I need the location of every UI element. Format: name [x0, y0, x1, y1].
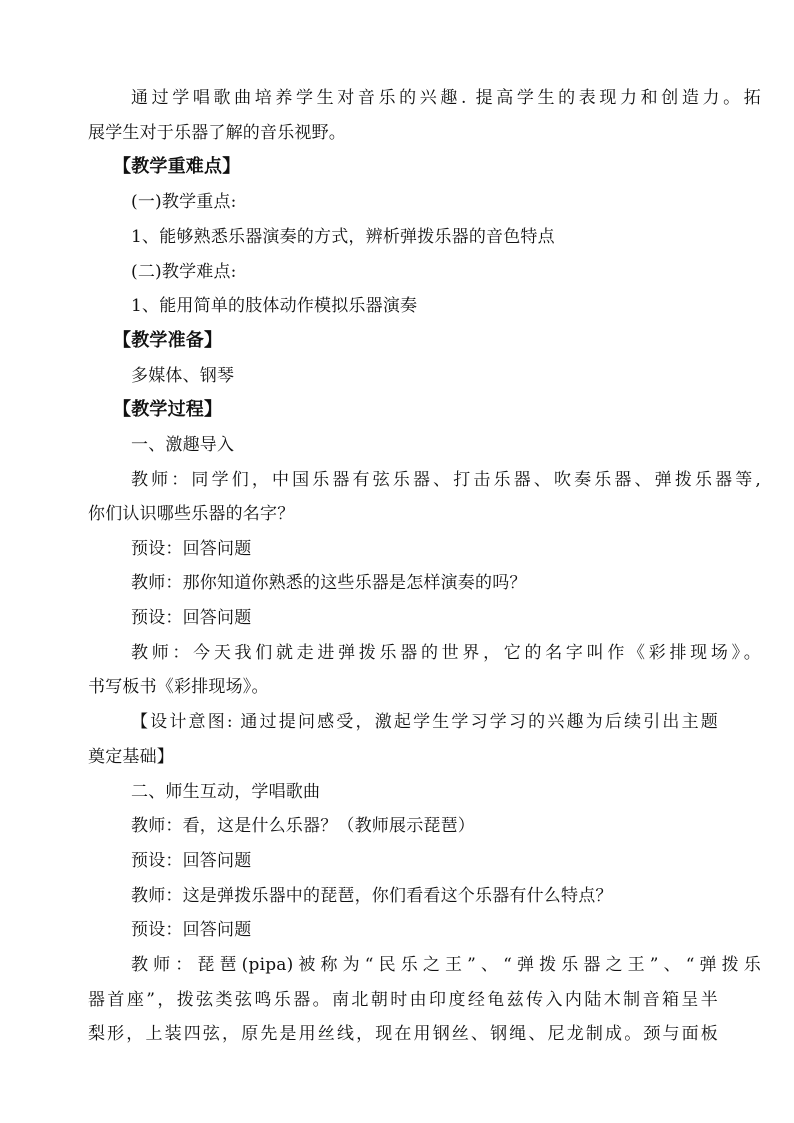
- paragraph-line: 预设：回答问题: [131, 608, 252, 628]
- section-heading: 【教学重难点】: [113, 156, 241, 177]
- paragraph-line: 教师：这是弹拨乐器中的琵琶，你们看看这个乐器有什么特点？: [131, 886, 613, 906]
- section-heading: 【教学过程】: [113, 399, 223, 420]
- paragraph-line: 多媒体、钢琴: [131, 366, 235, 386]
- paragraph-line: 1、能够熟悉乐器演奏的方式，辨析弹拨乐器的音色特点: [131, 227, 555, 247]
- subheading: 二、师生互动，学唱歌曲: [131, 782, 321, 802]
- paragraph-line: 教师：看，这是什么乐器？（教师展示琵琶）: [131, 816, 475, 836]
- design-intent-line: 【设计意图: 通过提问感受，激起学生学习学习的兴趣为后续引出主题: [131, 712, 718, 732]
- paragraph-line: 1、能用简单的肢体动作模拟乐器演奏: [131, 296, 418, 316]
- paragraph-line: 预设：回答问题: [131, 851, 252, 871]
- paragraph-line: 书写板书《彩排现场》。: [88, 677, 269, 697]
- paragraph-line: 预设：回答问题: [131, 539, 252, 559]
- paragraph-line: 预设：回答问题: [131, 920, 252, 940]
- paragraph-line: 教师：琵琶(pipa)被称为“民乐之王”、“弹拨乐器之王”、“弹拨乐: [131, 955, 761, 975]
- paragraph-line: 器首座”，拨弦类弦鸣乐器。南北朝时由印度经龟兹传入内陆木制音箱呈半: [88, 990, 718, 1010]
- paragraph-line: 教师：那你知道你熟悉的这些乐器是怎样演奏的吗？: [131, 573, 527, 593]
- subheading: (一)教学重点:: [131, 192, 237, 212]
- paragraph-line: 教师：今天我们就走进弹拨乐器的世界，它的名字叫作《彩排现场》。: [131, 643, 761, 663]
- subheading: (二)教学难点:: [131, 262, 237, 282]
- paragraph-line: 通过学唱歌曲培养学生对音乐的兴趣. 提高学生的表现力和创造力。拓: [131, 88, 761, 108]
- section-heading: 【教学准备】: [113, 330, 223, 351]
- paragraph-line: 展学生对于乐器了解的音乐视野。: [88, 123, 346, 143]
- subheading: 一、激趣导入: [131, 435, 235, 455]
- paragraph-line: 梨形，上装四弦，原先是用丝线，现在用钢丝、钢绳、尼龙制成。颈与面板: [88, 1024, 718, 1044]
- design-intent-line: 奠定基础】: [88, 747, 174, 767]
- paragraph-line: 你们认识哪些乐器的名字？: [88, 504, 295, 524]
- paragraph-line: 教师：同学们，中国乐器有弦乐器、打击乐器、吹奏乐器、弹拨乐器等,: [131, 470, 761, 490]
